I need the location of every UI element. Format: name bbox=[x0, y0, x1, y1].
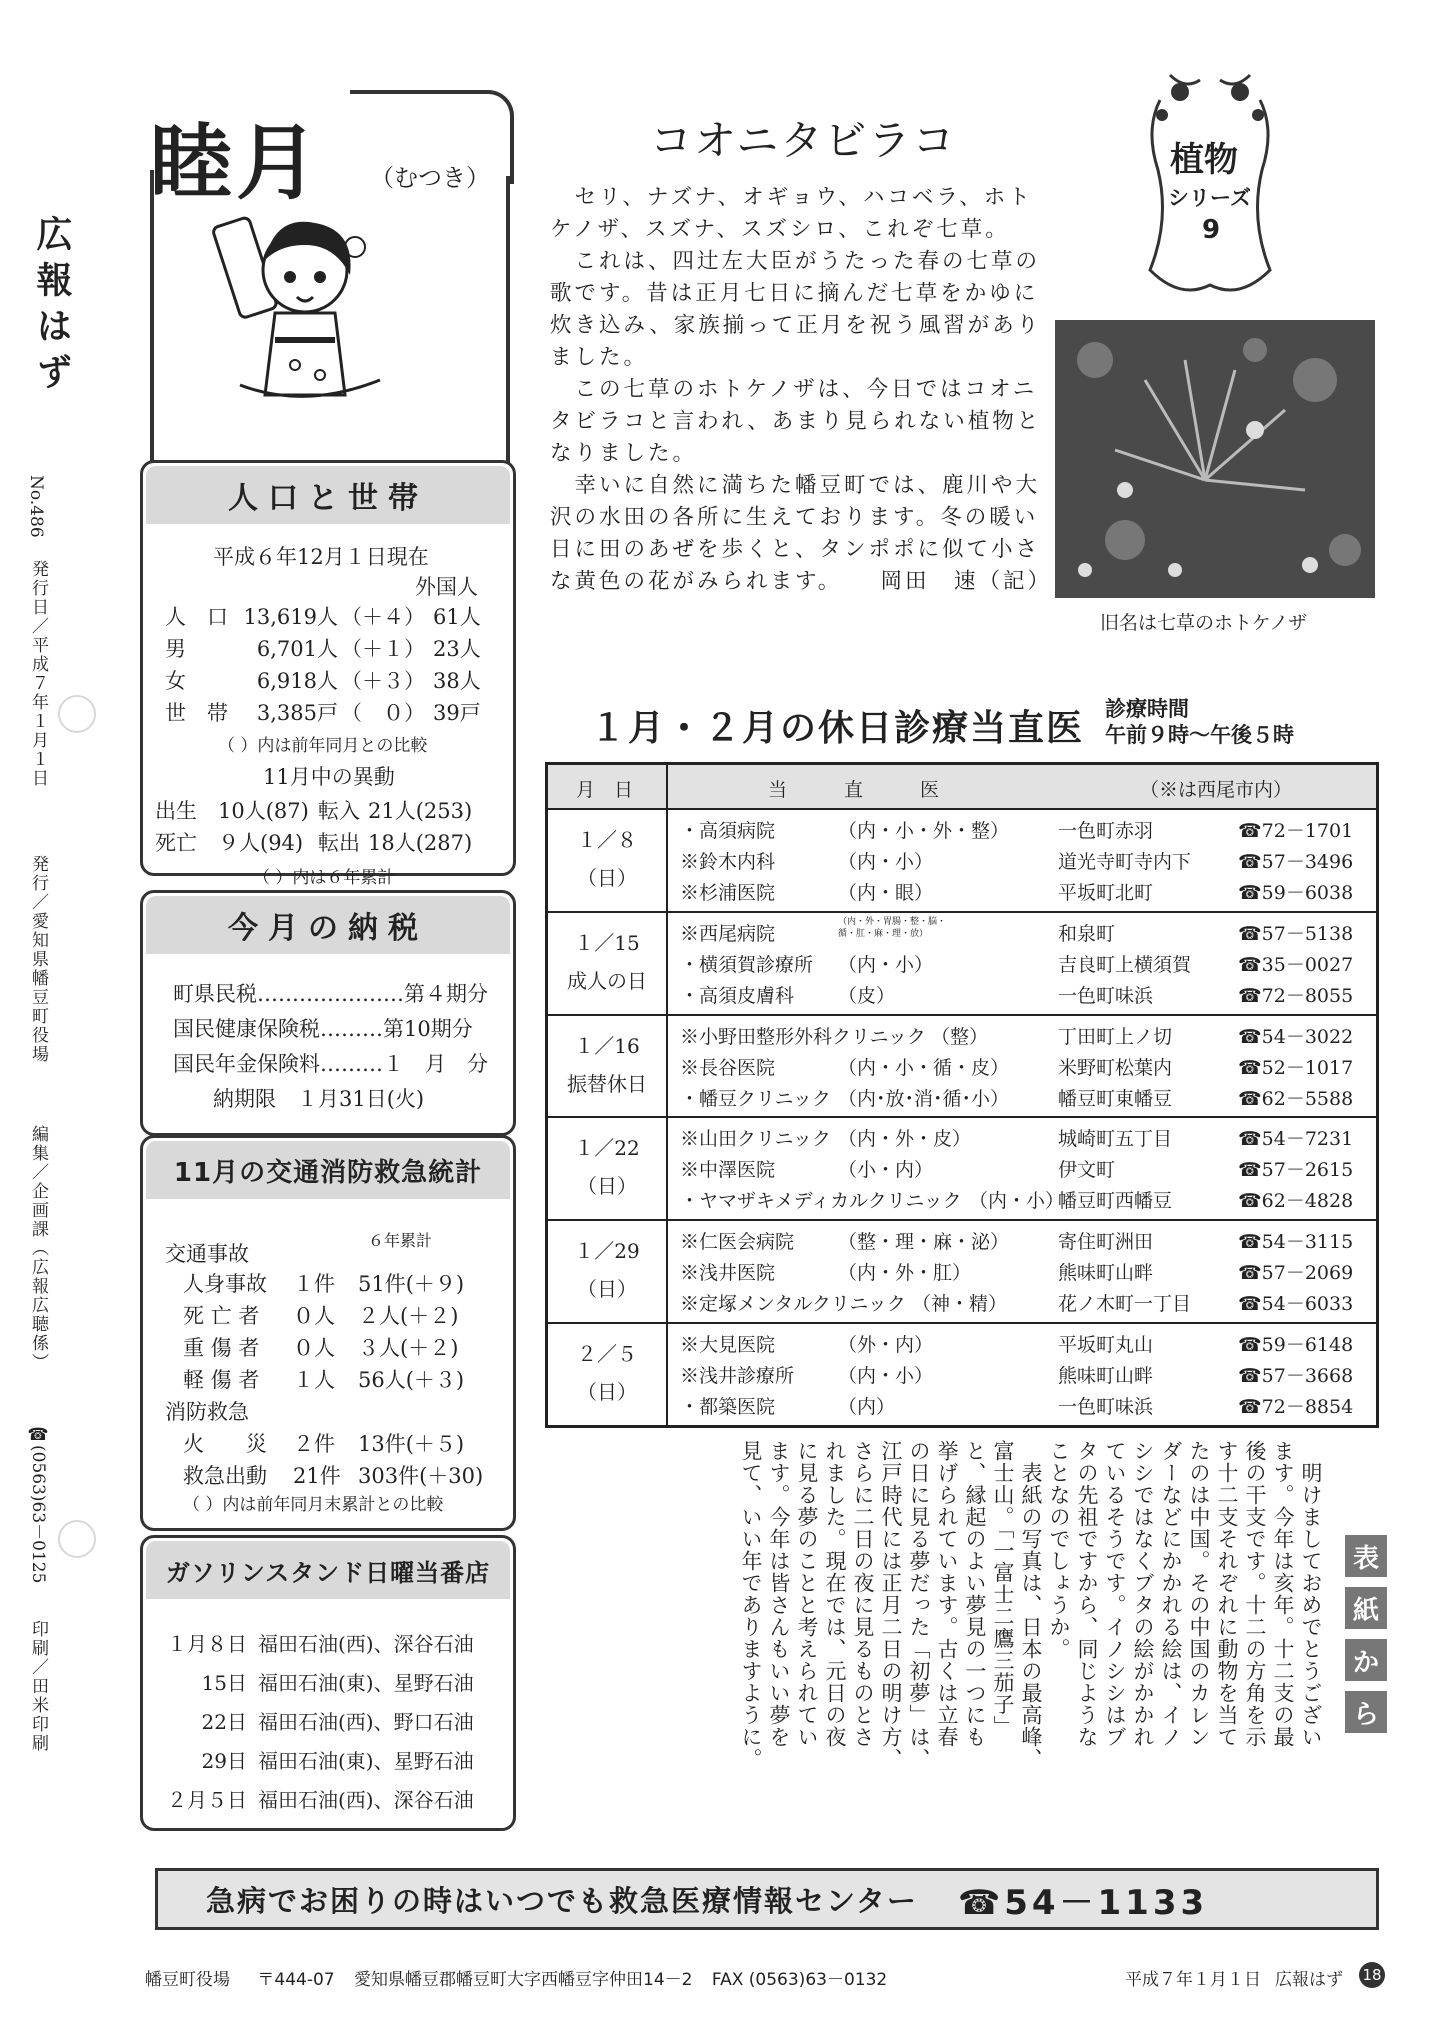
footer-address: 愛知県幡豆郡幡豆町大字西幡豆字仲田14－2 bbox=[354, 1970, 693, 1990]
issue-date: 発行日／平成７年１月１日 bbox=[28, 560, 48, 788]
change-value: ９人(94) bbox=[218, 831, 304, 855]
essay-column: 見て、いい年でありますように。 bbox=[739, 1440, 763, 1770]
month-reading: （むつき） bbox=[370, 164, 490, 192]
hours-value: 午前９時～午後５時 bbox=[1105, 723, 1294, 747]
clinic-phone: ☎54－3115 bbox=[1238, 1231, 1354, 1254]
clinic-table bbox=[545, 762, 1379, 1428]
clinic-address: 幡豆町西幡豆 bbox=[1058, 1190, 1173, 1213]
essay-column: ているそうです。イノシシはブ bbox=[1103, 1440, 1127, 1748]
masthead-title: 広報はず bbox=[31, 215, 72, 399]
gas-shops: 福田石油(西)、野口石油 bbox=[258, 1710, 474, 1734]
plant-text-line: な黄色の花がみられます。 岡田 速（記） bbox=[550, 569, 1053, 594]
gas-shops: 福田石油(東)、星野石油 bbox=[258, 1671, 474, 1695]
traffic-row-total: ３人(＋２) bbox=[358, 1336, 459, 1360]
month-title: 睦月 bbox=[150, 116, 323, 211]
editor: 編集／企画課（広報広聴係） bbox=[28, 1125, 48, 1372]
photo-caption: 旧名は七草のホトケノザ bbox=[1100, 612, 1308, 634]
essay-column: タの先祖ですから、同じような bbox=[1075, 1440, 1099, 1748]
fire-label: 消防救急 bbox=[165, 1400, 249, 1424]
footer-fax: FAX (0563)63－0132 bbox=[711, 1970, 888, 1990]
plant-text-line: これは、四辻左大臣がうたった春の七草の bbox=[550, 249, 1041, 274]
essay-column: ます。今年は皆さんもいい夢を bbox=[767, 1440, 791, 1748]
clinic-phone: ☎52－1017 bbox=[1238, 1056, 1354, 1079]
clinic-phone: ☎54－6033 bbox=[1238, 1293, 1354, 1316]
footer-office: 幡豆町役場 bbox=[145, 1970, 230, 1990]
tax-item: 国民年金保険料………１ 月 分 bbox=[173, 1052, 488, 1076]
pop-label: 女 bbox=[165, 669, 186, 693]
clinic-address: 米野町松葉内 bbox=[1058, 1056, 1173, 1079]
col-note: （※は西尾市内） bbox=[1140, 779, 1293, 801]
clinic-date: １／29 bbox=[574, 1239, 640, 1264]
plant-text-line: 日に田のあぜを歩くと、タンポポに似て小さ bbox=[550, 537, 1041, 562]
traffic-row-total: 56人(＋３) bbox=[358, 1368, 465, 1392]
essay-column: シシではなくブタの絵がかかれ bbox=[1131, 1440, 1155, 1748]
page-number: 18 bbox=[1359, 1962, 1385, 1988]
clinic-date: ２／５ bbox=[577, 1342, 637, 1366]
traffic-box bbox=[140, 1135, 516, 1531]
traffic-row-total: ２人(＋２) bbox=[358, 1304, 459, 1328]
clinic-address: 和泉町 bbox=[1058, 922, 1116, 945]
clinic-phone: ☎62－5588 bbox=[1238, 1087, 1354, 1110]
clinic-dept: （整） bbox=[931, 1025, 989, 1048]
change-label: 転入 bbox=[318, 799, 360, 823]
clinic-dept: （内・外・皮） bbox=[838, 1128, 972, 1151]
clinic-name: ・都築医院 bbox=[680, 1396, 776, 1418]
fire-row-month: ２件 bbox=[293, 1432, 335, 1456]
essay-column: ダーなどにかかれる絵は、イノ bbox=[1159, 1440, 1183, 1748]
col-date: 月 日 bbox=[576, 779, 634, 801]
clinic-address: 城崎町五丁目 bbox=[1058, 1128, 1173, 1151]
clinic-dept: （内・外・胃腸・整・脳・循・肛・麻・理・放） bbox=[838, 916, 947, 939]
clinic-phone: ☎57－3668 bbox=[1238, 1365, 1354, 1387]
clinic-table-title: １月・２月の休日診療当直医 bbox=[590, 708, 1085, 749]
clinic-dept: （内・小） bbox=[838, 953, 934, 976]
clinic-day: 振替休日 bbox=[567, 1071, 647, 1096]
table-divider bbox=[548, 911, 1376, 913]
clinic-name: ※小野田整形外科クリニック bbox=[680, 1025, 926, 1048]
traffic-heading: 11月の交通消防救急統計 bbox=[146, 1141, 510, 1199]
traffic-row-label: 重 傷 者 bbox=[183, 1336, 260, 1360]
clinic-dept: （内・小・循・皮） bbox=[838, 1056, 1010, 1079]
pop-foreign: 23人 bbox=[433, 637, 481, 661]
clinic-address: 伊文町 bbox=[1058, 1159, 1116, 1182]
traffic-row-label: 死 亡 者 bbox=[183, 1304, 260, 1328]
change-label: 転出 bbox=[318, 831, 360, 855]
printer: 印刷／田米印刷 bbox=[28, 1620, 48, 1753]
pop-change: （＋１） bbox=[341, 637, 425, 661]
pop-count: 6,701人 bbox=[256, 637, 338, 661]
clinic-name: ・横須賀診療所 bbox=[680, 953, 814, 976]
tax-deadline: 納期限 １月31日(火) bbox=[213, 1087, 425, 1111]
pop-foreign: 38人 bbox=[433, 669, 481, 693]
clinic-phone: ☎59－6148 bbox=[1238, 1334, 1354, 1356]
traffic-row-month: ０人 bbox=[293, 1336, 335, 1360]
traffic-row-month: １人 bbox=[293, 1368, 335, 1392]
essay-column: 明けましておめでとうござい bbox=[1299, 1440, 1323, 1748]
clinic-dept: （内） bbox=[838, 1396, 896, 1418]
clinic-dept: （内・小・外・整） bbox=[838, 820, 1010, 842]
gas-box bbox=[140, 1535, 516, 1831]
fire-row-label: 火 災 bbox=[183, 1432, 267, 1456]
cover-label-char: ら bbox=[1345, 1691, 1387, 1733]
clinic-dept: （内・眼） bbox=[838, 882, 934, 904]
clinic-dept: （小・内） bbox=[838, 1159, 934, 1182]
clinic-dept: （整・理・麻・泌） bbox=[838, 1231, 1010, 1254]
clinic-name: ※大見医院 bbox=[680, 1334, 776, 1356]
traffic-row-month: ０人 bbox=[293, 1304, 335, 1328]
foreign-label: 外国人 bbox=[415, 575, 478, 599]
pop-count: 6,918人 bbox=[256, 669, 338, 693]
clinic-phone: ☎54－3022 bbox=[1238, 1025, 1354, 1048]
table-divider bbox=[548, 1322, 1376, 1324]
pop-label: 人 口 bbox=[165, 605, 228, 629]
col-doctor: 当 直 医 bbox=[768, 779, 940, 801]
essay-column: 表紙の写真は、日本の最高峰、 bbox=[1019, 1440, 1043, 1770]
publisher: 発行／愛知県幡豆町役場 bbox=[28, 855, 48, 1064]
cover-essay bbox=[560, 1440, 1370, 1880]
gas-date: 29日 bbox=[201, 1749, 247, 1773]
gas-date: 15日 bbox=[201, 1671, 247, 1695]
essay-column: たのは中国。その中国のカレン bbox=[1187, 1440, 1211, 1748]
fire-row-month: 21件 bbox=[293, 1464, 341, 1488]
clinic-name: ・幡豆クリニック bbox=[680, 1087, 831, 1110]
cover-label-char: か bbox=[1345, 1639, 1387, 1681]
plant-text-line: セリ、ナズナ、オギョウ、ハコベラ、ホト bbox=[550, 185, 1033, 210]
table-divider bbox=[548, 808, 1376, 810]
pop-foreign: 61人 bbox=[433, 605, 481, 629]
clinic-phone: ☎57－5138 bbox=[1238, 922, 1354, 945]
footer bbox=[145, 1965, 1382, 1990]
clinic-day: （日） bbox=[577, 866, 637, 890]
change-value: 10人(87) bbox=[218, 799, 309, 823]
clinic-phone: ☎72－8055 bbox=[1238, 984, 1354, 1007]
clinic-date: １／15 bbox=[574, 930, 640, 955]
footer-publication: 広報はず bbox=[1275, 1970, 1343, 1990]
clinic-name: ※杉浦医院 bbox=[680, 882, 776, 904]
fire-row-total: 303件(＋30) bbox=[358, 1464, 484, 1488]
emergency-banner bbox=[155, 1868, 1379, 1930]
gas-date: 22日 bbox=[201, 1710, 247, 1734]
gas-date: １月８日 bbox=[167, 1632, 247, 1656]
clinic-dept: （外・内） bbox=[838, 1334, 934, 1356]
series-label-plant: 植物 bbox=[1170, 140, 1238, 180]
binder-hole-bottom bbox=[58, 1520, 96, 1558]
clinic-dept: （内・小） bbox=[838, 851, 934, 873]
clinic-phone: ☎57－2069 bbox=[1238, 1262, 1354, 1285]
population-note: （ ）内は前年同月との比較 bbox=[218, 736, 428, 756]
hours-label: 診療時間 bbox=[1105, 697, 1189, 721]
fire-row-label: 救急出動 bbox=[183, 1464, 267, 1488]
plant-title: コオニタビラコ bbox=[650, 116, 957, 165]
pop-change: （＋４） bbox=[341, 605, 425, 629]
clinic-address: 幡豆町東幡豆 bbox=[1058, 1087, 1173, 1110]
footer-zip: 〒444-07 bbox=[257, 1970, 335, 1990]
clinic-hours bbox=[1105, 696, 1294, 748]
clinic-phone: ☎72－8854 bbox=[1238, 1396, 1354, 1418]
essay-column: 富士山。「一富士二鷹三茄子」 bbox=[991, 1440, 1015, 1738]
population-date: 平成６年12月１日現在 bbox=[213, 545, 429, 569]
series-label: シリーズ bbox=[1168, 186, 1251, 210]
clinic-dept: （内・外・肛） bbox=[838, 1262, 972, 1285]
clinic-dept: （内･放･消･循･小） bbox=[838, 1087, 1010, 1110]
clinic-dept: （内・小） bbox=[838, 1365, 934, 1387]
plant-text-line: 歌です。昔は正月七日に摘んだ七草をかゆに bbox=[550, 281, 1039, 306]
pop-change: （＋３） bbox=[341, 669, 425, 693]
tax-heading: 今月の納税 bbox=[146, 896, 510, 954]
clinic-name: ・高須病院 bbox=[680, 820, 776, 842]
clinic-phone: ☎57－3496 bbox=[1238, 851, 1354, 873]
clinic-name: ※中澤医院 bbox=[680, 1159, 776, 1182]
contact-phone: ☎(0563)63－0125 bbox=[28, 1425, 48, 1584]
plant-photo bbox=[1055, 320, 1375, 598]
essay-column: ます。今年は亥年。十二支の最 bbox=[1271, 1440, 1295, 1748]
gas-shops: 福田石油(西)、深谷石油 bbox=[258, 1632, 474, 1656]
plant-text-line: この七草のホトケノザは、今日ではコオニ bbox=[550, 377, 1038, 402]
clinic-date: １／22 bbox=[574, 1136, 640, 1161]
clinic-day: 成人の日 bbox=[567, 968, 647, 993]
clinic-address: 丁田町上ノ切 bbox=[1058, 1025, 1173, 1048]
fire-row-total: 13件(＋５) bbox=[358, 1432, 465, 1456]
cover-label bbox=[1345, 1535, 1387, 1743]
essay-column: れました。現在では、元日の夜 bbox=[823, 1440, 847, 1748]
traffic-row-month: １件 bbox=[293, 1272, 335, 1296]
changes-title: 11月中の異動 bbox=[263, 765, 395, 789]
plant-text-line: 炊き込み、家族揃って正月を祝う風習があり bbox=[550, 313, 1042, 338]
clinic-phone: ☎57－2615 bbox=[1238, 1159, 1354, 1182]
clinic-name: ※山田クリニック bbox=[680, 1128, 831, 1151]
table-divider bbox=[548, 1116, 1376, 1118]
clinic-name: ※鈴木内科 bbox=[680, 851, 776, 873]
plant-text-line: ケノザ、スズナ、スズシロ、これぞ七草。 bbox=[550, 217, 1010, 242]
clinic-dept: （内・小） bbox=[969, 1190, 1065, 1213]
cover-label-char: 紙 bbox=[1345, 1587, 1387, 1629]
change-value: 21人(253) bbox=[368, 799, 473, 823]
clinic-address: 一色町赤羽 bbox=[1058, 820, 1154, 842]
clinic-dept: （皮） bbox=[838, 984, 896, 1007]
clinic-day: （日） bbox=[577, 1380, 637, 1404]
essay-column: の日に見る夢だった「初夢」は、 bbox=[907, 1440, 931, 1770]
clinic-phone: ☎59－6038 bbox=[1238, 882, 1354, 904]
essay-column: ことなのでしょうか。 bbox=[1047, 1440, 1071, 1660]
change-label: 出生 bbox=[155, 799, 197, 823]
plant-text-line: ました。 bbox=[550, 345, 649, 370]
essay-column: と、縁起のよい夢見の一つにも bbox=[963, 1440, 987, 1748]
tax-item: 町県民税…………………第４期分 bbox=[173, 982, 488, 1006]
footer-date: 平成７年１月１日 bbox=[1125, 1970, 1261, 1990]
pop-count: 3,385戸 bbox=[256, 701, 338, 725]
clinic-phone: ☎54－7231 bbox=[1238, 1128, 1354, 1151]
essay-column: さらに二日の夜に見るものとさ bbox=[851, 1440, 875, 1748]
essay-column: 後の干支です。十二の方角を示 bbox=[1243, 1440, 1267, 1748]
pop-change: （ ０） bbox=[341, 701, 425, 725]
traffic-label: 交通事故 bbox=[165, 1242, 249, 1266]
cumulative-label: ６年累計 bbox=[368, 1231, 433, 1250]
issue-number: No.486 bbox=[26, 475, 46, 538]
gas-shops: 福田石油(西)、深谷石油 bbox=[258, 1788, 474, 1812]
clinic-address: 一色町味浜 bbox=[1058, 984, 1154, 1007]
clinic-dept: （神・精） bbox=[912, 1293, 1008, 1316]
clinic-phone: ☎62－4828 bbox=[1238, 1190, 1354, 1213]
gas-date: ２月５日 bbox=[167, 1788, 247, 1812]
clinic-address: 一色町味浜 bbox=[1058, 1396, 1154, 1418]
population-box bbox=[140, 460, 516, 888]
population-heading: 人口と世帯 bbox=[146, 466, 510, 524]
pop-count: 13,619人 bbox=[243, 605, 338, 629]
tax-item: 国民健康保険税………第10期分 bbox=[173, 1017, 473, 1041]
clinic-name: ※長谷医院 bbox=[680, 1056, 776, 1079]
traffic-row-label: 軽 傷 者 bbox=[183, 1368, 260, 1392]
clinic-name: ※浅井医院 bbox=[680, 1262, 776, 1285]
banner-phone: ☎54－1133 bbox=[957, 1882, 1209, 1923]
essay-column: 挙げられています。古くは立春 bbox=[935, 1440, 959, 1748]
gas-shops: 福田石油(東)、星野石油 bbox=[258, 1749, 474, 1773]
clinic-address: 熊味町山畔 bbox=[1058, 1262, 1154, 1285]
traffic-row-label: 人身事故 bbox=[183, 1272, 267, 1296]
pop-label: 男 bbox=[165, 637, 186, 661]
clinic-name: ・ヤマザキメディカルクリニック bbox=[680, 1190, 962, 1213]
series-number: 9 bbox=[1202, 215, 1221, 245]
traffic-note: （ ）内は前年同月末累計との比較 bbox=[183, 1495, 444, 1515]
plant-text-line: なりました。 bbox=[550, 441, 698, 466]
clinic-address: 平坂町北町 bbox=[1058, 882, 1154, 904]
tax-box bbox=[140, 890, 516, 1136]
clinic-name: ※定塚メンタルクリニック bbox=[680, 1293, 906, 1316]
clinic-phone: ☎35－0027 bbox=[1238, 953, 1354, 976]
gas-heading: ガソリンスタンド日曜当番店 bbox=[146, 1541, 510, 1599]
clinic-address: 平坂町丸山 bbox=[1058, 1334, 1154, 1356]
plant-text-line: タビラコと言われ、あまり見られない植物と bbox=[550, 409, 1042, 434]
clinic-address: 吉良町上横須賀 bbox=[1058, 953, 1192, 976]
cover-label-char: 表 bbox=[1345, 1535, 1387, 1577]
clinic-address: 熊味町山畔 bbox=[1058, 1365, 1154, 1387]
clinic-name: ※西尾病院 bbox=[680, 922, 776, 945]
banner-text: 急病でお困りの時はいつでも救急医療情報センター bbox=[206, 1883, 918, 1918]
plant-text-line: 幸いに自然に満ちた幡豆町では、鹿川や大 bbox=[550, 473, 1041, 498]
pop-foreign: 39戸 bbox=[433, 701, 481, 725]
clinic-name: ※浅井診療所 bbox=[680, 1365, 795, 1387]
clinic-phone: ☎72－1701 bbox=[1238, 820, 1354, 842]
clinic-date: １／16 bbox=[574, 1033, 640, 1058]
change-label: 死亡 bbox=[155, 831, 197, 855]
plant-series-badge bbox=[1140, 70, 1280, 300]
table-divider bbox=[548, 1219, 1376, 1221]
traffic-row-total: 51件(＋９) bbox=[358, 1272, 465, 1296]
clinic-date: １／８ bbox=[577, 828, 637, 852]
table-divider bbox=[548, 1014, 1376, 1016]
essay-column: に見る夢のことと考えられてい bbox=[795, 1440, 819, 1748]
clinic-name: ・高須皮膚科 bbox=[680, 984, 795, 1007]
changes-note: （ ）内は６年累計 bbox=[253, 868, 395, 888]
essay-column: す十二支それぞれに動物を当て bbox=[1215, 1440, 1239, 1748]
clinic-address: 寄住町洲田 bbox=[1058, 1231, 1154, 1254]
plant-text-line: 沢の水田の各所に生えております。冬の暖い bbox=[550, 505, 1039, 530]
change-value: 18人(287) bbox=[368, 831, 473, 855]
binder-hole-top bbox=[58, 695, 96, 733]
girl-illustration bbox=[205, 205, 405, 410]
clinic-address: 道光寺町寺内下 bbox=[1058, 851, 1192, 873]
clinic-name: ※仁医会病院 bbox=[680, 1231, 795, 1254]
clinic-address: 花ノ木町一丁目 bbox=[1058, 1293, 1192, 1316]
masthead-strip bbox=[8, 215, 72, 1755]
clinic-day: （日） bbox=[577, 1174, 637, 1199]
pop-label: 世 帯 bbox=[165, 701, 228, 725]
clinic-day: （日） bbox=[577, 1277, 637, 1302]
essay-column: 江戸時代には正月二日の明け方、 bbox=[879, 1440, 903, 1770]
